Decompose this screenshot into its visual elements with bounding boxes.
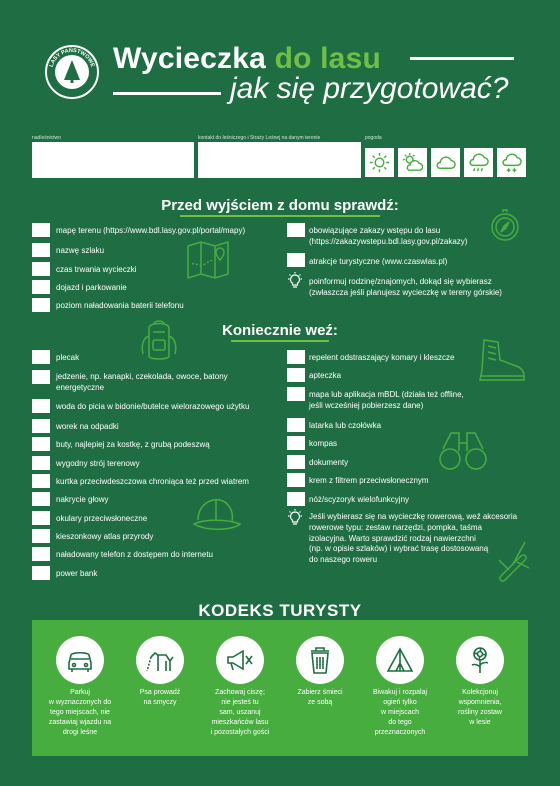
weather-rain[interactable] <box>464 148 493 177</box>
check-item-sunglasses: okulary przeciwsłoneczne <box>56 514 148 523</box>
check-item-map-app: mapa lub aplikacja mBDL (działa też offline, jeśli wcześniej pobierzesz dane) <box>309 390 464 410</box>
kodeks-icon-badge <box>296 636 344 684</box>
dog-leash-icon <box>145 645 175 675</box>
check-item-water: woda do picia w bidonie/butelce wielorazowego użytku <box>56 402 250 411</box>
binoculars-icon <box>437 429 489 471</box>
checkbox-battery[interactable] <box>32 298 50 312</box>
check-item-rain-jacket: kurtka przeciwdeszczowa chroniąca też przed wiatrem <box>56 477 249 486</box>
checkbox-entry-bans[interactable] <box>287 223 305 237</box>
contact-label: kontakt do leśniczego i Straży Leśnej na danym terenie <box>198 135 321 141</box>
checkbox-sunscreen[interactable] <box>287 473 305 487</box>
kodeks-rule-parking: Parkuj w wyznaczonych do tego miejscach, nie zastawiaj wjazdu na drogi leśne <box>48 689 112 736</box>
checkbox-backpack[interactable] <box>32 350 50 364</box>
checkbox-compass[interactable] <box>287 436 305 450</box>
weather-sun-cloud[interactable] <box>398 148 427 177</box>
checkbox-nature-atlas[interactable] <box>32 529 50 543</box>
car-icon <box>65 645 95 675</box>
checkbox-power-bank[interactable] <box>32 566 50 580</box>
weather-label: pogoda <box>365 135 382 141</box>
weather-snow[interactable] <box>497 148 526 177</box>
check-item-trail-name: nazwę szlaku <box>56 246 105 255</box>
logo-text: LASY PAŃSTWOWE <box>48 47 96 68</box>
checkbox-attractions[interactable] <box>287 253 305 267</box>
check-item-shoes: buty, najlepiej za kostkę, z grubą podeszwą <box>56 440 210 449</box>
sun-icon <box>368 151 391 174</box>
destination-field[interactable] <box>32 142 194 178</box>
map-icon <box>186 240 230 280</box>
kodeks-rule-silence: Zachowaj ciszę; nie jesteś tu sam, uszanuj mieszkańców lasu i pozostałych gości <box>210 689 270 736</box>
kodeks-icon-badge <box>136 636 184 684</box>
check-item-flashlight: latarka lub czołówka <box>309 421 382 430</box>
check-item-headwear: nakrycie głowy <box>56 495 109 504</box>
check-item-compass: kompas <box>309 439 338 448</box>
check-item-trip-duration: czas trwania wycieczki <box>56 265 137 274</box>
check-item-outfit: wygodny strój terenowy <box>56 459 140 468</box>
checkbox-trash-bag[interactable] <box>32 419 50 433</box>
page-title: Wycieczka do lasu <box>113 42 381 75</box>
check-item-entry-bans: obowiązujące zakazy wstępu do lasu (https://zakazywstepu.bdl.lasy.gov.pl/zakazy) <box>309 226 468 246</box>
hiking-boot-icon <box>476 336 526 384</box>
kodeks-title: KODEKS TURYSTY <box>198 601 362 620</box>
check-item-battery: poziom naładowania baterii telefonu <box>56 301 184 310</box>
tip-bike-accessories: Jeśli wybierasz się na wycieczkę rowerową, weź akcesoria rowerowe typu: zestaw narzędzi, pompka, taśma izolacyjna. Warto sprawdzić rodzaj nawierzchni (np. w opisie szlaków) i wybrać trasę dostosowaną do naszego roweru <box>309 512 518 565</box>
checkbox-water[interactable] <box>32 399 50 413</box>
compass-icon <box>490 208 520 242</box>
section-heading-must-take: Koniecznie weź: <box>222 322 338 339</box>
lightbulb-icon <box>287 509 303 527</box>
check-item-phone: naładowany telefon z dostępem do internetu <box>56 550 213 559</box>
section-heading-before-leaving: Przed wyjściem z domu sprawdź: <box>161 197 399 214</box>
lasy-panstwowe-logo <box>44 44 100 100</box>
kodeks-icon-badge <box>376 636 424 684</box>
campfire-tent-icon <box>385 645 415 675</box>
check-item-trash-bag: worek na odpadki <box>56 422 119 431</box>
flower-icon <box>465 645 495 675</box>
check-item-first-aid: apteczka <box>309 371 342 380</box>
check-item-food: jedzenie, np. kanapki, czekolada, owoce, batony energetyczne <box>56 372 228 392</box>
destination-label: nadleśnictwo <box>32 135 61 141</box>
checkbox-outfit[interactable] <box>32 456 50 470</box>
kodeks-icon-badge <box>216 636 264 684</box>
kodeks-icon-badge <box>456 636 504 684</box>
checkbox-sunglasses[interactable] <box>32 511 50 525</box>
weather-sun[interactable] <box>365 148 394 177</box>
page-subtitle: jak się przygotować? <box>230 72 509 105</box>
checkbox-map-app[interactable] <box>287 387 305 401</box>
checkbox-phone[interactable] <box>32 547 50 561</box>
checkbox-parking[interactable] <box>32 280 50 294</box>
kodeks-rule-camping: Biwakuj i rozpalaj ogień tylko w miejscach do tego przeznaczonych <box>372 689 428 736</box>
tip-inform-family: poinformuj rodzinę/znajomych, dokąd się wybierasz (zwłaszcza jeśli planujesz wycieczkę w tereny górskie) <box>309 277 502 297</box>
megaphone-muted-icon <box>225 645 255 675</box>
checkbox-trail-name[interactable] <box>32 243 50 257</box>
backpack-icon <box>137 318 181 364</box>
checkbox-trip-duration[interactable] <box>32 262 50 276</box>
weather-cloud[interactable] <box>431 148 460 177</box>
checkbox-repellent[interactable] <box>287 350 305 364</box>
subtitle-divider <box>113 92 221 95</box>
checkbox-food[interactable] <box>32 370 50 384</box>
cloud-icon <box>434 151 457 174</box>
kodeks-rule-plants: Kolekcjonuj wspomnienia, rośliny zostaw w lesie <box>458 689 502 726</box>
checkbox-shoes[interactable] <box>32 437 50 451</box>
sun-cloud-icon <box>401 151 424 174</box>
check-item-power-bank: power bank <box>56 569 98 578</box>
checkbox-headwear[interactable] <box>32 492 50 506</box>
pocket-knife-icon <box>495 540 531 590</box>
check-item-documents: dokumenty <box>309 458 349 467</box>
cap-icon <box>190 494 242 536</box>
check-item-knife: nóż/scyzoryk wielofunkcyjny <box>309 495 410 504</box>
kodeks-icon-badge <box>56 636 104 684</box>
contact-field[interactable] <box>198 142 361 178</box>
checkbox-flashlight[interactable] <box>287 418 305 432</box>
check-item-attractions: atrakcje turystyczne (www.czaswlas.pl) <box>309 257 448 266</box>
check-item-sunscreen: krem z filtrem przeciwsłonecznym <box>309 476 429 485</box>
checkbox-map[interactable] <box>32 223 50 237</box>
snow-icon <box>500 151 523 174</box>
rain-icon <box>467 151 490 174</box>
checkbox-first-aid[interactable] <box>287 368 305 382</box>
trash-bin-icon <box>305 645 335 675</box>
check-item-map: mapę terenu (https://www.bdl.lasy.gov.pl/portal/mapy) <box>56 226 246 235</box>
checkbox-knife[interactable] <box>287 492 305 506</box>
kodeks-rule-dog: Psa prowadź na smyczy <box>139 689 181 706</box>
check-item-backpack: plecak <box>56 353 80 362</box>
kodeks-rule-trash: Zabierz śmieci ze sobą <box>297 689 343 706</box>
check-item-parking: dojazd i parkowanie <box>56 283 127 292</box>
checkbox-rain-jacket[interactable] <box>32 474 50 488</box>
lightbulb-icon <box>287 272 303 290</box>
checkbox-documents[interactable] <box>287 455 305 469</box>
check-item-nature-atlas: kieszonkowy atlas przyrody <box>56 532 154 541</box>
check-item-repellent: repelent odstraszający komary i kleszcze <box>309 353 455 362</box>
title-divider <box>410 57 514 60</box>
